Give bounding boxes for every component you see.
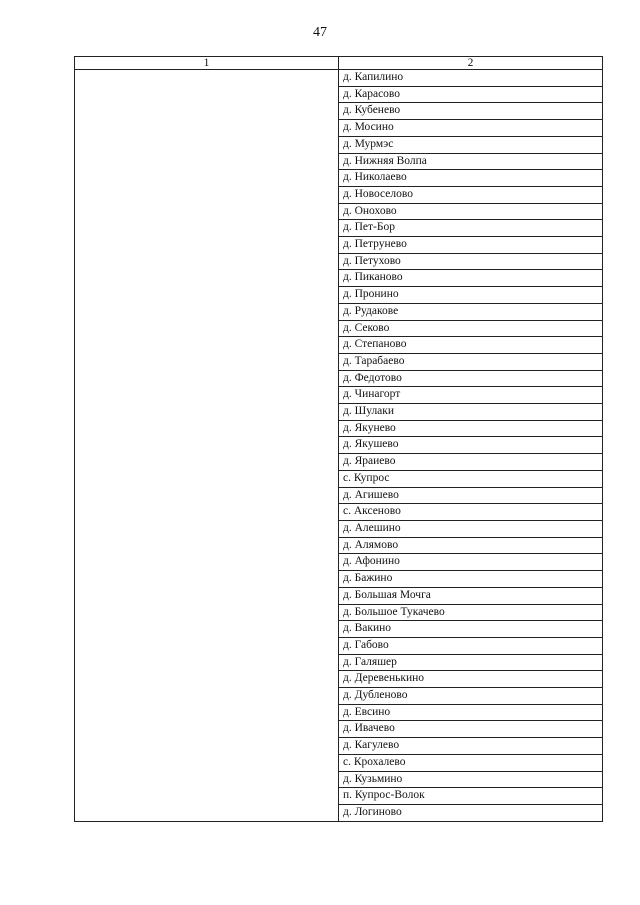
column-header-1: 1 xyxy=(75,57,339,70)
settlement-cell: д. Шулаки xyxy=(339,404,603,421)
settlement-cell: д. Тарабаево xyxy=(339,353,603,370)
settlement-cell: д. Габово xyxy=(339,637,603,654)
settlement-cell: д. Алямово xyxy=(339,537,603,554)
settlement-cell: д. Кубенево xyxy=(339,103,603,120)
settlement-cell: д. Дубленово xyxy=(339,688,603,705)
settlement-cell: д. Карасово xyxy=(339,86,603,103)
settlement-cell: д. Пронино xyxy=(339,287,603,304)
header-row xyxy=(75,57,603,70)
settlement-cell: п. Купрос-Волок xyxy=(339,788,603,805)
settlement-cell: д. Логиново xyxy=(339,804,603,821)
settlement-cell: с. Купрос xyxy=(339,470,603,487)
settlement-cell: д. Федотово xyxy=(339,370,603,387)
settlements-table xyxy=(74,56,603,822)
settlement-cell: д. Якунево xyxy=(339,420,603,437)
settlement-cell: д. Новоселово xyxy=(339,186,603,203)
settlement-cell: д. Капилино xyxy=(339,70,603,87)
settlement-cell: д. Пиканово xyxy=(339,270,603,287)
column-1-cell xyxy=(75,70,339,822)
settlement-cell: д. Чинагорт xyxy=(339,387,603,404)
settlement-cell: д. Секово xyxy=(339,320,603,337)
settlement-cell: д. Онохово xyxy=(339,203,603,220)
page-number: 47 xyxy=(313,25,327,40)
settlement-cell: д. Евсино xyxy=(339,704,603,721)
settlement-cell: д. Афонино xyxy=(339,554,603,571)
settlement-cell: д. Деревенькино xyxy=(339,671,603,688)
settlement-cell: д. Петрунево xyxy=(339,237,603,254)
settlement-cell: д. Алешино xyxy=(339,520,603,537)
table-body xyxy=(75,70,603,822)
settlement-cell: д. Николаево xyxy=(339,170,603,187)
table-row xyxy=(75,70,603,87)
settlement-cell: д. Кузьмино xyxy=(339,771,603,788)
settlement-cell: д. Большое Тукачево xyxy=(339,604,603,621)
settlement-cell: д. Галяшер xyxy=(339,654,603,671)
settlement-cell: д. Вакино xyxy=(339,621,603,638)
settlement-cell: д. Степаново xyxy=(339,337,603,354)
settlement-cell: д. Нижняя Волпа xyxy=(339,153,603,170)
settlement-cell: д. Мосино xyxy=(339,120,603,137)
settlement-cell: д. Мурмэс xyxy=(339,136,603,153)
settlement-cell: д. Петухово xyxy=(339,253,603,270)
settlement-cell: с. Аксеново xyxy=(339,504,603,521)
settlement-cell: с. Крохалево xyxy=(339,754,603,771)
settlement-cell: д. Яраиево xyxy=(339,454,603,471)
settlement-cell: д. Якушево xyxy=(339,437,603,454)
settlement-cell: д. Кагулево xyxy=(339,738,603,755)
settlement-cell: д. Большая Мочга xyxy=(339,587,603,604)
settlement-cell: д. Агишево xyxy=(339,487,603,504)
settlement-cell: д. Пет-Бор xyxy=(339,220,603,237)
settlement-cell: д. Рудакове xyxy=(339,303,603,320)
settlement-cell: д. Ивачево xyxy=(339,721,603,738)
column-header-2: 2 xyxy=(339,57,603,70)
settlement-cell: д. Бажино xyxy=(339,571,603,588)
